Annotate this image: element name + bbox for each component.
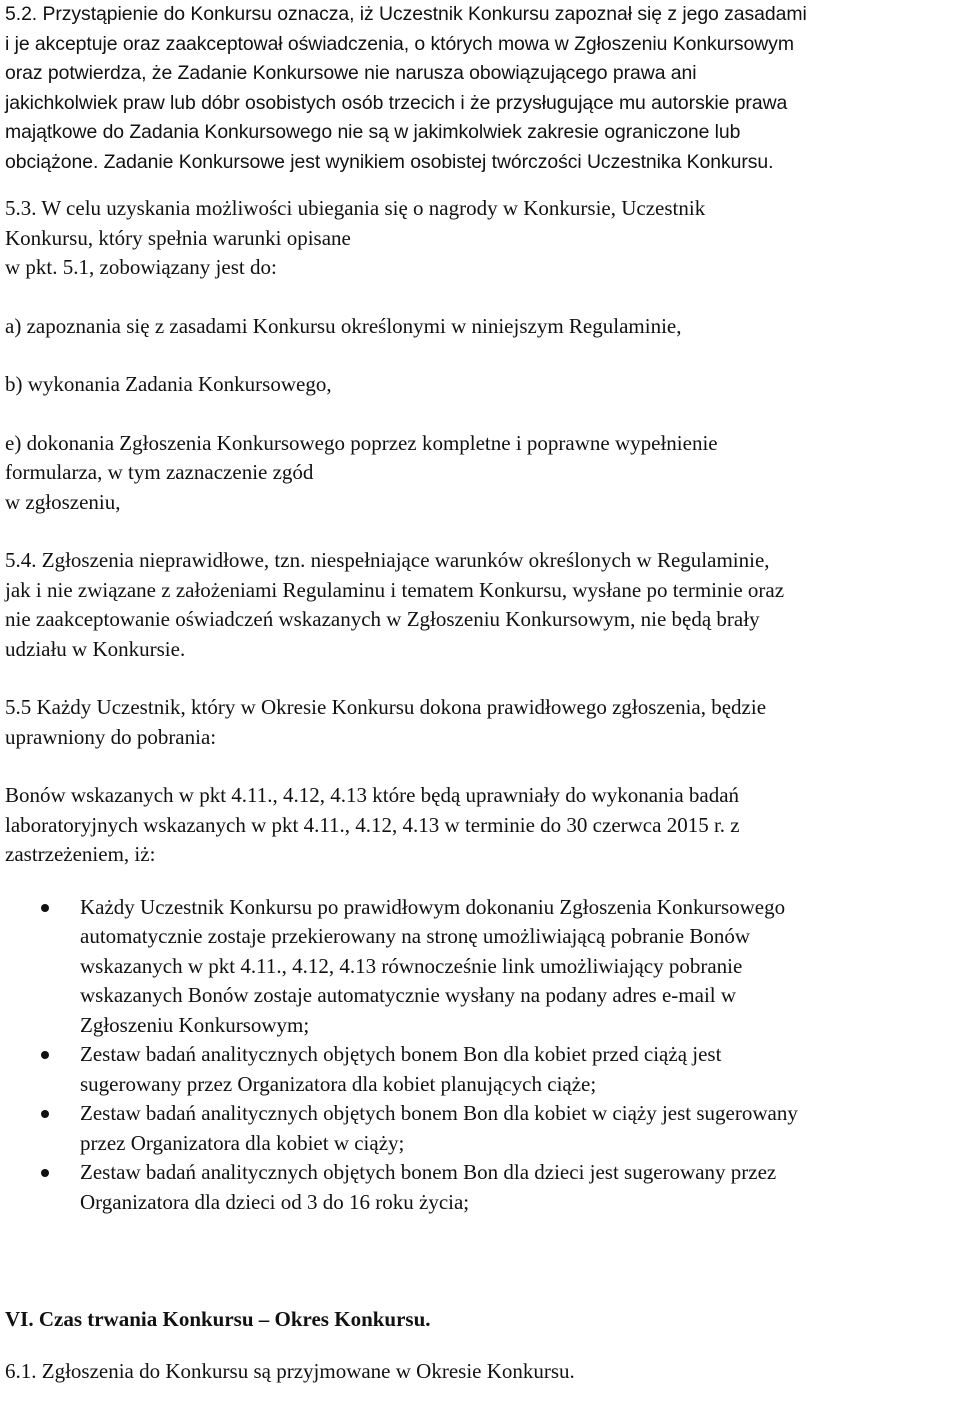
text-line: i je akceptuje oraz zaakceptował oświadczenia, o których mowa w Zgłoszeniu Konkursowym — [5, 32, 794, 55]
text-line: e) dokonania Zgłoszenia Konkursowego poprzez kompletne i poprawne wypełnienie — [5, 430, 718, 455]
paragraph-bony — [5, 781, 960, 870]
text-line: automatycznie zostaje przekierowany na stronę umożliwiającą pobranie Bonów — [80, 924, 750, 948]
paragraph-5-5 — [5, 693, 960, 752]
list-item — [5, 1040, 960, 1099]
text-line: Zestaw badań analitycznych objętych bonem Bon dla kobiet w ciąży jest sugerowany — [80, 1101, 798, 1125]
text-line: oraz potwierdza, że Zadanie Konkursowe nie narusza obowiązującego prawa ani — [5, 62, 697, 84]
list-item-e — [5, 429, 960, 518]
bullet-icon — [41, 904, 49, 912]
list-item — [5, 1099, 960, 1158]
bullet-icon — [41, 1110, 49, 1118]
text-line: Konkursu, który spełnia warunki opisane — [5, 225, 351, 250]
list-item — [5, 893, 960, 1041]
text-line: b) wykonania Zadania Konkursowego, — [5, 372, 332, 396]
text-line: Zgłoszeniu Konkursowym; — [80, 1012, 310, 1037]
text-line: obciążone. Zadanie Konkursowe jest wynikiem osobistej twórczości Uczestnika Konkursu. — [5, 150, 774, 173]
section-title: VI. Czas trwania Konkursu – Okres Konkursu. — [5, 1307, 431, 1331]
text-line: w zgłoszeniu, — [5, 489, 121, 514]
text-line: wskazanych w pkt 4.11., 4.12, 4.13 równocześnie link umożliwiający pobranie — [80, 953, 743, 978]
list-item-a — [5, 312, 960, 342]
paragraph-5-2 — [5, 0, 960, 177]
text-line: udziału w Konkursie. — [5, 636, 186, 661]
list-item — [5, 1158, 960, 1217]
text-line: Organizatora dla dzieci od 3 do 16 roku życia; — [80, 1189, 470, 1214]
text-line: jak i nie związane z założeniami Regulaminu i tematem Konkursu, wysłane po terminie oraz — [5, 577, 785, 602]
text-line: a) zapoznania się z zasadami Konkursu określonymi w niniejszym Regulaminie, — [5, 313, 682, 338]
text-line: Zestaw badań analitycznych objętych bonem Bon dla kobiet przed ciążą jest — [80, 1042, 722, 1066]
paragraph-5-4 — [5, 546, 960, 664]
text-line: nie zaakceptowanie oświadczeń wskazanych w Zgłoszeniu Konkursowym, nie będą brały — [5, 607, 760, 631]
text-line: 5.3. W celu uzyskania możliwości ubiegania się o nagrody w Konkursie, Uczestnik — [5, 196, 706, 220]
text-line: 5.5 Każdy Uczestnik, który w Okresie Konkursu dokona prawidłowego zgłoszenia, będzie — [5, 695, 767, 719]
paragraph-6-1 — [5, 1357, 960, 1387]
text-line: formularza, w tym zaznaczenie zgód — [5, 460, 314, 484]
bullet-list — [5, 893, 960, 1218]
text-line: Bonów wskazanych w pkt 4.11., 4.12, 4.13 które będą uprawniały do wykonania badań — [5, 783, 740, 807]
text-line: uprawniony do pobrania: — [5, 724, 217, 749]
text-line: 5.4. Zgłoszenia nieprawidłowe, tzn. niespełniające warunków określonych w Regulaminie, — [5, 548, 770, 572]
bullet-icon — [41, 1169, 49, 1177]
paragraph-5-3 — [5, 194, 960, 283]
text-line: zastrzeżeniem, iż: — [5, 842, 156, 866]
text-line: sugerowany przez Organizatora dla kobiet planujących ciąże; — [80, 1071, 597, 1096]
text-line: majątkowe do Zadania Konkursowego nie są w jakimkolwiek zakresie ograniczone lub — [5, 121, 741, 143]
text-line: 6.1. Zgłoszenia do Konkursu są przyjmowane w Okresie Konkursu. — [5, 1358, 575, 1383]
text-line: jakichkolwiek praw lub dóbr osobistych osób trzecich i że przysługujące mu autorskie prawa — [5, 91, 788, 114]
text-line: wskazanych Bonów zostaje automatycznie wysłany na podany adres e-mail w — [80, 983, 737, 1007]
text-line: Zestaw badań analitycznych objętych bonem Bon dla dzieci jest sugerowany przez — [80, 1160, 777, 1184]
text-line: 5.2. Przystąpienie do Konkursu oznacza, iż Uczestnik Konkursu zapoznał się z jego zasadami — [5, 3, 807, 25]
text-line: Każdy Uczestnik Konkursu po prawidłowym dokonaniu Zgłoszenia Konkursowego — [80, 894, 786, 919]
text-line: laboratoryjnych wskazanych w pkt 4.11., 4.12, 4.13 w terminie do 30 czerwca 2015 r. z — [5, 812, 740, 837]
text-line: przez Organizatora dla kobiet w ciąży; — [80, 1130, 405, 1155]
text-line: w pkt. 5.1, zobowiązany jest do: — [5, 255, 277, 279]
bullet-icon — [41, 1051, 49, 1059]
list-item-b — [5, 370, 960, 400]
section-heading — [5, 1305, 960, 1335]
